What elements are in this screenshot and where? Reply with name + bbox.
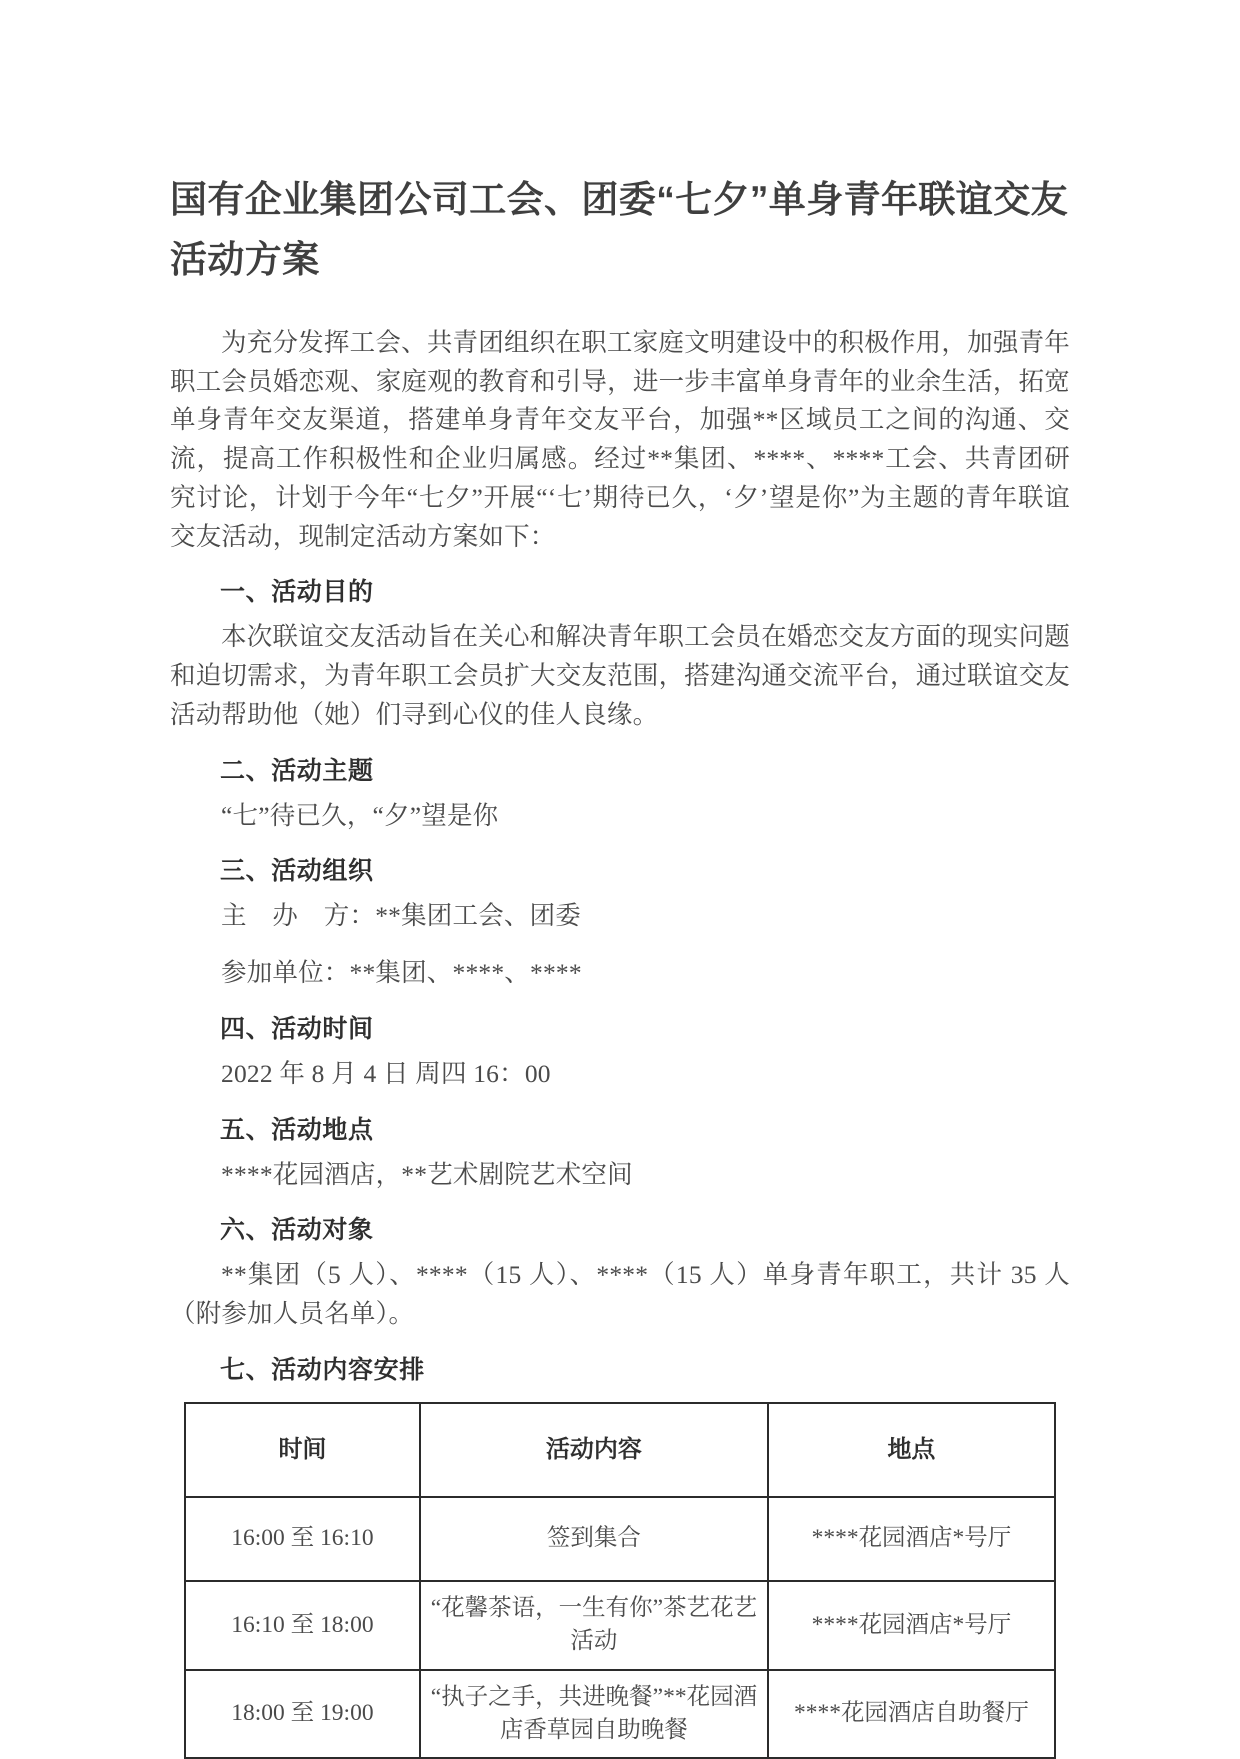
cell-place: ****花园酒店自助餐厅 xyxy=(768,1670,1055,1759)
section-body-participants: 参加单位：**集团、****、**** xyxy=(221,958,582,988)
section-heading-organization: 三、活动组织 xyxy=(220,857,374,886)
section-heading-participants: 六、活动对象 xyxy=(220,1216,374,1245)
table-row xyxy=(185,1497,1055,1581)
section-heading-purpose: 一、活动目的 xyxy=(220,578,374,607)
column-header-time: 时间 xyxy=(185,1403,420,1497)
cell-place: ****花园酒店*号厅 xyxy=(768,1581,1055,1670)
page-title: 国有企业集团公司工会、团委“七夕”单身青年联谊交友活动方案 xyxy=(170,179,1068,280)
schedule-table-wrapper xyxy=(170,1402,1070,1759)
cell-time: 18:00 至 19:00 xyxy=(185,1670,420,1759)
section-body-theme: “七”待已久，“夕”望是你 xyxy=(221,800,499,830)
cell-time: 16:10 至 18:00 xyxy=(185,1581,420,1670)
intro-paragraph: 为充分发挥工会、共青团组织在职工家庭文明建设中的积极作用，加强青年职工会员婚恋观、家庭观的教育和引导，进一步丰富单身青年的业余生活，拓宽单身青年交友渠道，搭建单身青年交友平台，加强**区域员工之间的沟通、交流，提高工作积极性和企业归属感。经过**集团、****、****工会、共青团研究讨论，计划于今年“七夕”开展“‘七’期待已久，‘夕’望是你”为主题的青年联谊交友活动，现制定活动方案如下： xyxy=(170,327,1070,551)
table-row xyxy=(185,1670,1055,1759)
section-heading-schedule: 七、活动内容安排 xyxy=(220,1355,425,1384)
cell-activity: “执子之手，共进晚餐”**花园酒店香草园自助晚餐 xyxy=(420,1670,768,1759)
spacer xyxy=(170,940,1070,954)
section-heading-location: 五、活动地点 xyxy=(220,1115,374,1144)
section-heading-theme: 二、活动主题 xyxy=(220,756,374,785)
column-header-activity: 活动内容 xyxy=(420,1403,768,1497)
schedule-table xyxy=(184,1402,1056,1759)
section-body-organizer: 主 办 方：**集团工会、团委 xyxy=(221,901,582,931)
table-header-row xyxy=(185,1403,1055,1497)
section-body-purpose: 本次联谊交友活动旨在关心和解决青年职工会员在婚恋交友方面的现实问题和迫切需求，为青年职工会员扩大交友范围，搭建沟通交流平台，通过联谊交友活动帮助他（她）们寻到心仪的佳人良缘。 xyxy=(170,622,1070,729)
cell-time: 16:00 至 16:10 xyxy=(185,1497,420,1581)
cell-activity: “花馨茶语，一生有你”茶艺花艺活动 xyxy=(420,1581,768,1670)
column-header-place: 地点 xyxy=(768,1403,1055,1497)
cell-place: ****花园酒店*号厅 xyxy=(768,1497,1055,1581)
section-heading-time: 四、活动时间 xyxy=(220,1014,374,1043)
table-row xyxy=(185,1581,1055,1670)
section-body-location: ****花园酒店，**艺术剧院艺术空间 xyxy=(221,1159,633,1189)
section-body-time: 2022 年 8 月 4 日 周四 16：00 xyxy=(221,1058,551,1088)
cell-activity: 签到集合 xyxy=(420,1497,768,1581)
section-body-participants-detail: **集团（5 人）、****（15 人）、****（15 人）单身青年职工，共计 35 人（附参加人员名单）。 xyxy=(170,1260,1070,1329)
